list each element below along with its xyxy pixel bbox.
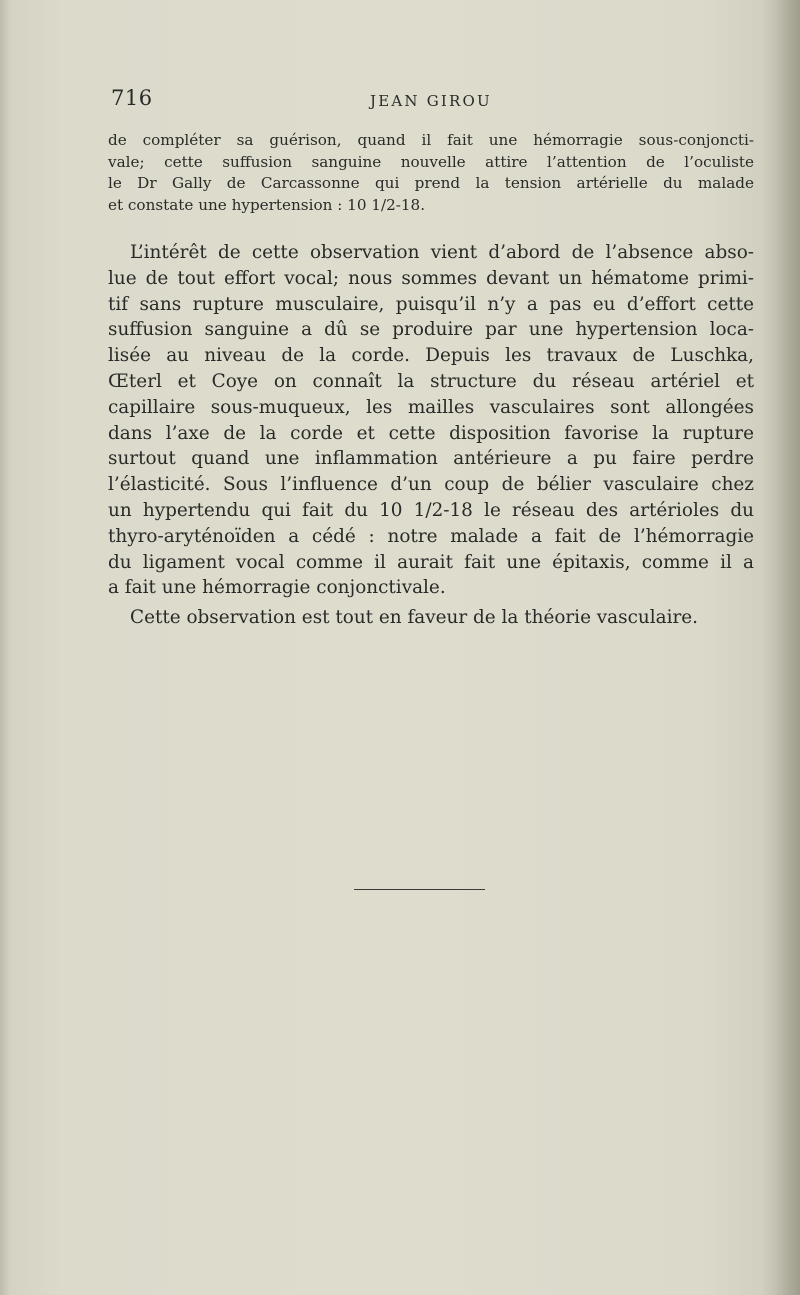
text-line: du ligament vocal comme il aurait fait une épitaxis, comme il a (108, 551, 754, 573)
text-line: lisée au niveau de la corde. Depuis les travaux de Luschka, (108, 345, 754, 367)
text-line: L’intérêt de cette observation vient d’abord de l’absence abso- (130, 242, 754, 263)
paragraph-main (108, 240, 754, 601)
text-line: l’élasticité. Sous l’influence d’un coup de bélier vasculaire chez (108, 474, 754, 496)
page-gutter-shadow (0, 0, 10, 1295)
text-line: suffusion sanguine a dû se produire par une hypertension loca- (108, 319, 754, 341)
text-line: lue de tout effort vocal; nous sommes devant un hématome primi- (108, 267, 754, 289)
text-line: vale; cette suffusion sanguine nouvelle attire l’attention de l’oculiste (108, 152, 754, 171)
end-rule (354, 889, 485, 890)
text-line: thyro-aryténoïden a cédé : notre malade a fait de l’hémorragie (108, 525, 754, 547)
running-head: JEAN GIROU (370, 92, 492, 110)
text-line: surtout quand une inflammation antérieure a pu faire perdre (108, 448, 754, 470)
text-line: a fait une hémorragie conjonctivale. (108, 577, 446, 599)
paragraph-small-print (108, 130, 754, 216)
page-number: 716 (111, 86, 153, 110)
text-line: dans l’axe de la corde et cette disposition favorise la rupture (108, 422, 754, 444)
text-line: le Dr Gally de Carcassonne qui prend la tension artérielle du malade (108, 174, 754, 192)
text-line: capillaire sous-muqueux, les mailles vasculaires sont allongées (108, 396, 754, 418)
text-line: un hypertendu qui fait du 10 1/2-18 le réseau des artérioles du (108, 499, 754, 521)
text-line: et constate une hypertension : 10 1/2-18. (108, 195, 426, 214)
page-edge-shadow (762, 0, 800, 1295)
text-line: de compléter sa guérison, quand il fait une hémorragie sous-conjoncti- (108, 131, 754, 149)
paragraph-conclusion: Cette observation est tout en faveur de la théorie vasculaire. (130, 607, 698, 628)
text-line: tif sans rupture musculaire, puisqu’il n’y a pas eu d’effort cette (108, 293, 754, 315)
text-line: Œterl et Coye on connaît la structure du réseau artériel et (108, 370, 754, 392)
